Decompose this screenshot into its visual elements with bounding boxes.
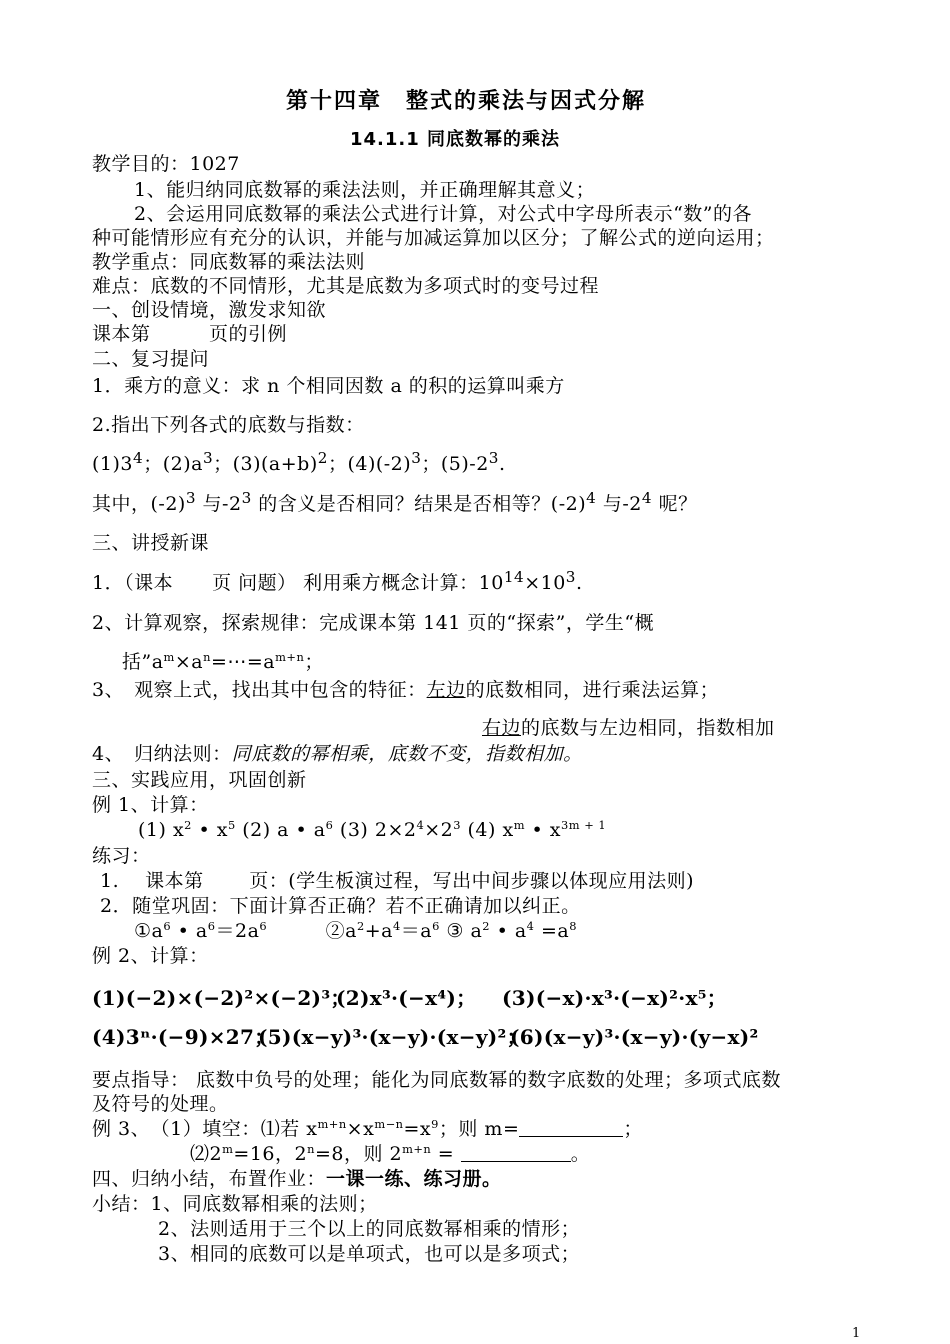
practice-heading: 三、实践应用，巩固创新 — [92, 769, 307, 791]
example2-item-5: (5)(x−y)³·(x−y)·(x−y)²； — [258, 1025, 527, 1049]
exercise-2: 2．随堂巩固：下面计算否正确？若不正确请加以纠正。 — [100, 895, 581, 917]
newlesson-4: 4、 归纳法则：同底数的幂相乘，底数不变，指数相加。 — [92, 743, 583, 765]
example1-label: 例 1、计算： — [92, 794, 209, 816]
objective-2b: 种可能情形应有充分的认识，并能与加减运算加以区分；了解公式的逆向运用； — [92, 227, 775, 249]
example3-line2: $⑵2^m=16$，$2^n=8$，则 $2^{m+n}$ = 。 — [190, 1142, 591, 1165]
example2-label: 例 2、计算： — [92, 945, 209, 967]
section1-heading: 一、创设情境，激发求知欲 — [92, 299, 327, 321]
summary-2: 2、法则适用于三个以上的同底数幂相乘的情形； — [158, 1218, 581, 1240]
summary-3: 3、相同的底数可以是单项式，也可以是多项式； — [158, 1243, 581, 1265]
example2-row1 — [0, 983, 950, 1013]
review-q2-items: $(1)3^4$；$(2)a^3$；$(3)(a+b)^2$；$(4)(-2)^3$；$(5)-2^3$. — [92, 449, 506, 475]
example2-row2 — [0, 1022, 950, 1052]
exercise-1: 1. 课本第 页：(学生板演过程，写出中间步骤以体现应用法则) — [100, 870, 695, 892]
section-subtitle: 14.1.1 同底数幂的乘法 — [350, 129, 561, 150]
tips-a: 要点指导： 底数中负号的处理；能化为同底数幂的数字底数的处理；多项式底数 — [92, 1069, 782, 1091]
section2-heading: 二、复习提问 — [92, 348, 210, 370]
difficulty: 难点：底数的不同情形，尤其是底数为多项式时的变号过程 — [92, 275, 600, 297]
summary-1: 小结：1、同底数幂相乘的法则； — [92, 1193, 378, 1215]
key-point: 教学重点：同底数幂的乘法法则 — [92, 251, 366, 273]
exercise-2-items: $①a^6$ • $a^6=2a^6$ $②a^2+a^4=a^6$ ③ $a^2$ • $a^4 =a^8$ — [134, 919, 577, 942]
page-title: 第十四章 整式的乘法与因式分解 — [286, 89, 647, 114]
example2-item-6: (6)(x−y)³·(x−y)·(y−x)² — [510, 1025, 759, 1049]
review-q3: 其中，$(-2)^3$ 与$-2^3$ 的含义是否相同？结果是否相等？$(-2)^4$ 与$-2^4$ 呢？ — [92, 489, 698, 515]
review-q2: 2.指出下列各式的底数与指数： — [92, 414, 365, 436]
example2-item-4: (4)3ⁿ·(−9)×27； — [92, 1025, 275, 1049]
exercise-label: 练习： — [92, 845, 151, 867]
tips-b: 及符号的处理。 — [92, 1093, 229, 1115]
example3-line1: 例 3、 （1）填空：⑴若 $x^{m+n}\times x^{m-n}=x^9$；则 m= ； — [92, 1117, 643, 1140]
page-number: 1 — [852, 1326, 861, 1341]
newlesson-2b: 括$”a^m\times a^n=\cdots=a^{m+n}$； — [122, 650, 324, 673]
objective-1: 1、能归纳同底数幂的乘法法则，并正确理解其意义； — [134, 179, 596, 201]
objective-2a: 2、会运用同底数幂的乘法公式进行计算，对公式中字母所表示“数”的各 — [134, 203, 753, 225]
section4-heading: 四、归纳小结，布置作业：一课一练、练习册。 — [92, 1168, 502, 1190]
review-q1: 1．乘方的意义：求 n 个相同因数 a 的积的运算叫乘方 — [92, 375, 565, 397]
answer-blank-power[interactable] — [461, 1143, 571, 1162]
section1-text: 课本第 页的引例 — [92, 323, 288, 345]
answer-blank-m[interactable] — [519, 1118, 623, 1137]
example1-items: (1) $x^2$ • $x^5$ (2) a • $a^6$ (3) $2\times 2^4\times 2^3$ (4) $x^m$ • $x^{3m + 1}$ — [138, 818, 607, 841]
newlesson-3a: 3、 观察上式，找出其中包含的特征：左边的底数相同，进行乘法运算； — [92, 679, 720, 701]
newlesson-1: 1．（课本 页 问题） 利用乘方概念计算：$10^{14}\times 10^3$. — [92, 568, 583, 594]
newlesson-3b: 右边的底数与左边相同，指数相加 — [482, 717, 775, 739]
example2-item-2: (2)x³·(−x⁴)； — [336, 986, 477, 1010]
section3-heading: 三、讲授新课 — [92, 532, 210, 554]
example2-item-1: (1)(−2)×(−2)²×(−2)³； — [92, 986, 351, 1010]
objectives-label: 教学目的：1027 — [92, 153, 240, 175]
example2-item-3: (3)(−x)·x³·(−x)²·x⁵； — [502, 986, 728, 1010]
newlesson-2a: 2、计算观察，探索规律：完成课本第 141 页的“探索”，学生“概 — [92, 612, 655, 634]
